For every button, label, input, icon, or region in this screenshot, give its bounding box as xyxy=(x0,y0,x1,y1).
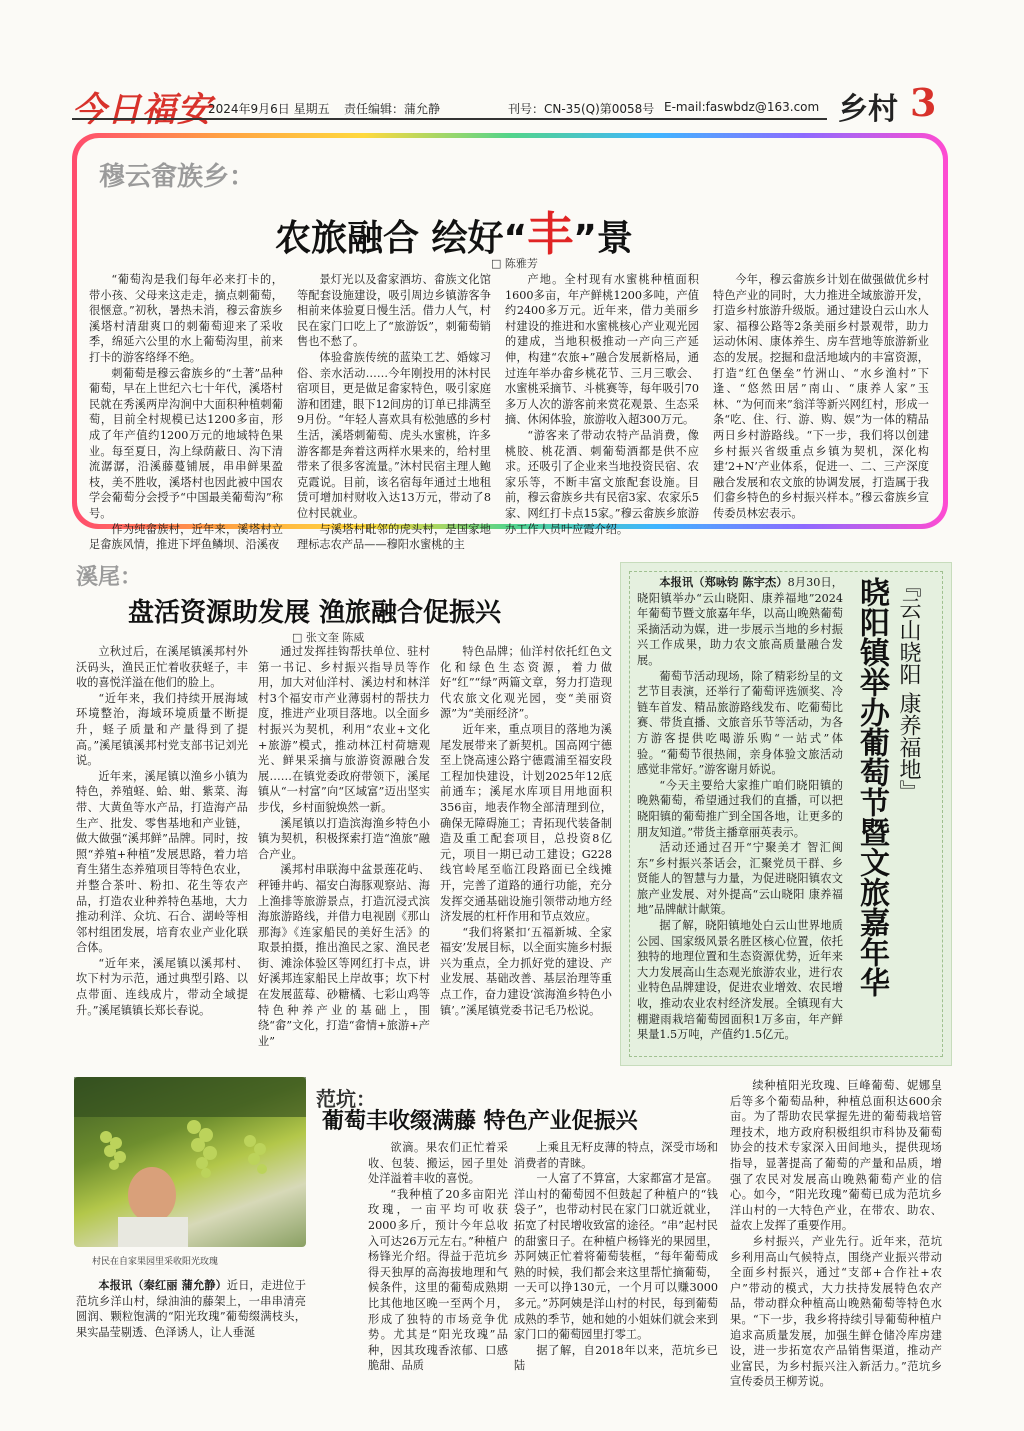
bottom-story-lead: 本报讯（秦红丽 蒲允静）近日，走进位于范坑乡洋山村，绿油油的藤架上，一串串清亮圆润、颗粒饱满的“阳光玫瑰”葡萄缀满枝头，果实晶莹剔透、色泽诱人，让人垂涎 xyxy=(76,1278,306,1339)
bottom-story-headline: 葡萄丰收缀满藤 特色产业促振兴 xyxy=(322,1109,638,1134)
bottom-story-column-d: 续种植阳光玫瑰、巨峰葡萄、妮娜皇后等多个葡萄品种，种植总面积达600余亩。为了帮助农民掌握先进的葡萄栽培管理技术，地方政府积极组织市科协及葡萄协会的技术专家深入田间地头，提供现场指导，显著提高了葡萄的产量和品质，增强了农民对发展高山晚熟葡萄产业的信心。如今，“阳光玫瑰”葡萄已成为范坑乡洋山村的一大特色产业，在带农、助农、益农上发挥了重要作用。 乡村振兴，产业先行。近年来，范坑乡利用高山气候特点，围绕产业振兴带动全面乡村振兴，通过“支部+合作社+农户”带动的模式，大力扶持发展特色农产品，带动群众种植高山晚熟葡萄等特色水果。“下一步，我乡将持续引导葡萄种植户追求高质量发展，加强生鲜仓储冷库房建设，进一步拓宽农产品销售渠道，推动产业富民，为乡村振兴注入新活力。”范坑乡宣传委员王柳芳说。 xyxy=(730,1079,942,1389)
photo-illustration xyxy=(74,1077,306,1247)
middle-story-kicker: 溪尾： xyxy=(76,565,143,590)
editor-credit: 责任编辑：蒲允静 xyxy=(344,102,441,116)
top-story-column-4: 今年，穆云畲族乡计划在做强做优乡村特色产业的同时，大力推进全域旅游开发，打造乡村旅游升级版。通过建设白云山水人家、福穆公路等2条美丽乡村景观带，助力运动休闲、康体养生、房车营地等旅游新业态的发展。挖掘和盘活地域内的丰富资源，打造“红色堡垒”竹洲山、“水乡渔村”下逢、“悠然田居”南山、“康养人家”玉林、“为何而来”翁洋等新兴网红村，形成一条“吃、住、行、游、购、娱”为一体的精品两日乡村游路线。“下一步，我们将以创建乡村振兴省级重点乡镇为契机，深化构建‘2+N’产业体系，促进一、二、三产深度融合发展和农文旅的协调发展，打造属于我们畲乡特色的乡村振兴样本。”穆云畲族乡宣传委员林宏表示。 xyxy=(713,273,929,520)
middle-story-column-1: 立秋过后，在溪尾镇溪邦村外沃码头，渔民正忙着收获蛏子，丰收的喜悦洋溢在他们的脸上。 “近年来，我们持续开展海域环境整治，海域环境质量不断提升，蛏子质量和产量得到了提高。”溪尾镇溪邦村党支部书记刘光说。 近年来，溪尾镇以渔乡小镇为特色，养殖蛏、蛤、蚶、紫菜、海带、大黄鱼等水产品，打造海产品生产、批发、零售基地和产业链，做大做强“溪邦鲜”品牌。同时，按照“养殖+种植”发展思路，着力培育生猪生态养殖项目等特色农业，并整合茶叶、粉扣、花生等农产品，打造农业种养特色基地，大力推动利洋、众坑、石合、湖岭等相邻村组团发展，培育农业产业化联合体。 “近年来，溪尾镇以溪邦村、坎下村为示范，通过典型引路、以点带面、连线成片，带动全域提升。”溪尾镇镇长郑长春说。 xyxy=(76,645,248,1017)
side-story-lead: 本报讯（郑咏钧 陈宇杰） xyxy=(659,575,788,589)
middle-story-byline: □ 张文奎 陈威 xyxy=(292,631,365,644)
top-story-column-3: 产地。全村现有水蜜桃种植面积1600多亩，年产鲜桃1200多吨，产值约2400多万元。近年来，借力美丽乡村建设的推进和水蜜桃核心产业观光园的建成，当地积极推动一产向三产延伸，构建“农旅+”融合发展新格局，通过连年举办畲乡桃花节、三月三歌会、水蜜桃采摘节、斗桃赛等，每年吸引70多万人次的游客前来赏花观景、生态采摘、休闲体验，旅游收入超300万元。 “游客来了带动农特产品消费，像桃胶、桃花酒、刺葡萄酒都是供不应求。还吸引了企业来当地投资民宿、农家乐等，不断丰富文旅配套设施。目前，穆云畲族乡共有民宿3家、农家乐5家、网红打卡点15家。”穆云畲族乡旅游办工作人员叶应霞介绍。 xyxy=(505,273,699,536)
section-name: 乡村 xyxy=(838,92,898,127)
side-story-subtitle: 『云山晓阳 康养福地』 xyxy=(896,575,921,802)
grape-harvest-photo xyxy=(74,1077,306,1247)
bottom-story-column-b: 欲滴。果农们正忙着采收、包装、搬运，园子里处处洋溢着丰收的喜悦。 “我种植了20多亩阳光玫瑰，一亩平均可收获2000多斤，预计今年总收入可达26万元左右。”种植户杨锋光介绍。得益于范坑乡得天独厚的高海拔地理和气候条件，这里的葡萄成熟期比其他地区晚一至两个月，形成了独特的市场竞争优势。尤其是“阳光玫瑰”品种，因其玫瑰香浓郁、口感脆甜、品质 xyxy=(368,1141,508,1373)
newspaper-logo: 今日福安 xyxy=(72,90,212,130)
top-story-column-1: “葡萄沟是我们每年必来打卡的，带小孩、父母来这走走，摘点刺葡萄，很惬意。”初秋，暑热未消，穆云畲族乡溪塔村清甜爽口的刺葡萄迎来了采收季，绵延六公里的水上葡萄沟里，前来打卡的游客络绎不绝。 刺葡萄是穆云畲族乡的“土著”品种葡萄，早在上世纪六七十年代，溪塔村民就在秀溪两岸沟涧中大面积种植刺葡萄，目前全村规模已达1200多亩，形成了年产值约1200万元的地域特色果业。每至夏日，沟上绿荫蔽日、沟下清流潺潺，沿溪藤蔓铺展，串串鲜果盈枝，美不胜收，溪塔村也因此被中国农学会葡萄分会授予“中国最美葡萄沟”称号。 作为纯畲族村，近年来，溪塔村立足畲族风情，推进下坪鱼鳞坝、沿溪夜 xyxy=(89,273,283,552)
top-story xyxy=(77,138,943,552)
middle-story-column-2: 通过发挥挂钩帮扶单位、驻村第一书记、乡村振兴指导员等作用，加大对仙洋村、溪边村和林洋村3个福安市产业薄弱村的帮扶力度，推进产业项目落地。以全面乡村振兴为契机，利用“农业+文化+旅游”模式，推动林江村荷塘观光、鲜果采摘与旅游资源融合发展……在镇党委政府带领下，溪尾镇从“一村富”向“区域富”迈出坚实步伐，乡村面貌焕然一新。 溪尾镇以打造滨海渔乡特色小镇为契机，积极探索打造“渔旅”融合产业。 溪邦村串联海中盆景莲花屿、秤锤井屿、福安白海豚观察站、海上渔排等旅游景点，打造沉浸式滨海旅游路线，并借力电视剧《那山那海》《连家船民的美好生活》的取景拍摄，推出渔民之家、渔民老街、滩涂体验区等网红打卡点，讲好溪邦连家船民上岸故事；坎下村在发展蓝莓、砂糖橘、七彩山鸡等特色种养产业的基础上，围绕“畲”文化，打造“畲情+旅游+产业” xyxy=(258,645,430,1048)
top-story-byline: □ 陈雅芳 xyxy=(491,257,538,270)
contact-email: E-mail:faswbdz@163.com xyxy=(664,100,820,114)
top-story-column-2: 景灯光以及畲家酒坊、畲族文化馆等配套设施建设，吸引周边乡镇游客争相前来体验夏日慢生活。借力人气，村民在家门口吃上了“旅游饭”，刺葡萄销售也不愁了。 体验畲族传统的蓝染工艺、婚嫁习俗、亲水活动……今年刚投用的沐村民宿项目，更是做足畲家特色，吸引家庭游和团建，眼下12间房的订单已排满至9月份。“年轻人喜欢具有松弛感的乡村生活，溪塔刺葡萄、虎头水蜜桃，许多游客都是奔着这两样水果来的，给村里带来了很多客流量。”沐村民宿主理人鲍克霞说。目前，该名宿每年通过土地租赁可增加村财收入达13万元，带动了8位村民就业。 与溪塔村毗邻的虎头村，是国家地理标志农产品——穆阳水蜜桃的主 xyxy=(297,273,491,552)
top-story-frame xyxy=(72,133,948,552)
side-story-box xyxy=(620,562,952,1066)
side-story-body: 本报讯（郑咏钧 陈宇杰）8月30日，晓阳镇举办“云山晓阳、康养福地”2024年葡萄节暨文旅嘉年华，以高山晚熟葡萄采摘活动为媒，进一步展示当地的乡村振兴工作成果，助力农文旅高质量融合发展。 葡萄节活动现场，除了精彩纷呈的文艺节目表演，还举行了葡萄评选颁奖、冷链车首发、精品旅游路线发布、吃葡萄比赛、带货直播、文旅音乐节等活动，为各方游客提供吃喝游乐购“一站式”体验。“葡萄节很热闹，亲身体验文旅活动感觉非常好。”游客谢月娇说。 “今天主要给大家推广咱们晓阳镇的晚熟葡萄，希望通过我们的直播，可以把晓阳镇的葡萄推广到全国各地，让更多的朋友知道。”带货主播章丽英表示。 活动还通过召开“宁聚美才 智汇闽东”乡村振兴茶话会，汇聚党员干群、乡贤能人的智慧与力量，为促进晓阳镇农文旅产业发展、对外提高“云山晓阳 康养福地”品牌献计献策。 据了解，晓阳镇地处白云山世界地质公园、国家级风景名胜区核心位置，依托独特的地理位置和生态资源优势，近年来大力发展高山生态观光旅游农业，进行农业特色品牌建设，促进农业增效、农民增收，推动农业农村经济发展。全镇现有大棚避雨栽培葡萄园面积1万多亩，年产鲜果量1.5万吨，产值约1.5亿元。 xyxy=(637,575,843,1042)
bottom-story-kicker: 范坑： xyxy=(316,1087,376,1111)
middle-story-column-3: 特色品牌；仙洋村依托红色文化和绿色生态资源，着力做好“红”“绿”两篇文章，努力打造现代农旅文化观光园，变“美丽资源”为“美丽经济”。 近年来，重点项目的落地为溪尾发展带来了新契机。国高网宁德至上饶高速公路宁德霞浦至福安段工程加快建设，计划2025年12底前通车；溪尾水库项目用地面积356亩，地表作物全部清理到位，确保无障碍施工；青拓现代装备制造及重工配套项目，总投资8亿元，项目一期已动工建设；G228线官岭尾至临江段路面已全线摊开，完善了道路的通行功能，充分发挥交通基础设施引领带动地方经济发展的杠杆作用和节点效应。 “我们将紧扣‘五福新城、全家福安’发展目标，以全面实施乡村振兴为重点，全力抓好党的建设、产业发展、基础改善、基层治理等重点工作，奋力建设‘滨海渔乡特色小镇’。”溪尾镇党委书记毛乃松说。 xyxy=(440,645,612,1017)
page-number: 3 xyxy=(910,80,937,125)
middle-story-headline: 盘活资源助发展 渔旅融合促振兴 xyxy=(128,598,502,628)
top-story-headline: 农旅融合 绘好“丰”景 xyxy=(275,207,633,261)
photo-caption: 村民在自家果园里采收阳光玫瑰 xyxy=(92,1257,219,1267)
bottom-story-column-c: 上乘且无籽皮薄的特点，深受市场和消费者的青睐。 一人富了不算富，大家都富才是富。洋山村的葡萄园不但鼓起了种植户的“钱袋子”，也带动村民在家门口就近就业，拓宽了村民增收致富的途径。“串”起村民的甜蜜日子。在种植户杨锋光的果园里，苏阿姨正忙着将葡萄装框，“每年葡萄成熟的时候，我们都会来这里帮忙摘葡萄，一天可以挣130元，一个月可以赚3000多元。”苏阿姨是洋山村的村民，每到葡萄成熟的季节，她和她的小姐妹们就会来到家门口的葡萄园里打零工。 据了解，自2018年以来，范坑乡已陆 xyxy=(514,1141,718,1373)
issue-number: 刊号：CN-35(Q)第0058号 xyxy=(508,102,655,116)
side-story-headline: 晓阳镇举办葡萄节暨文旅嘉年华 xyxy=(854,577,889,997)
masthead-rule xyxy=(72,118,827,120)
issue-date: 2024年9月6日 星期五 xyxy=(208,102,330,116)
top-story-kicker: 穆云畲族乡： xyxy=(99,162,256,192)
